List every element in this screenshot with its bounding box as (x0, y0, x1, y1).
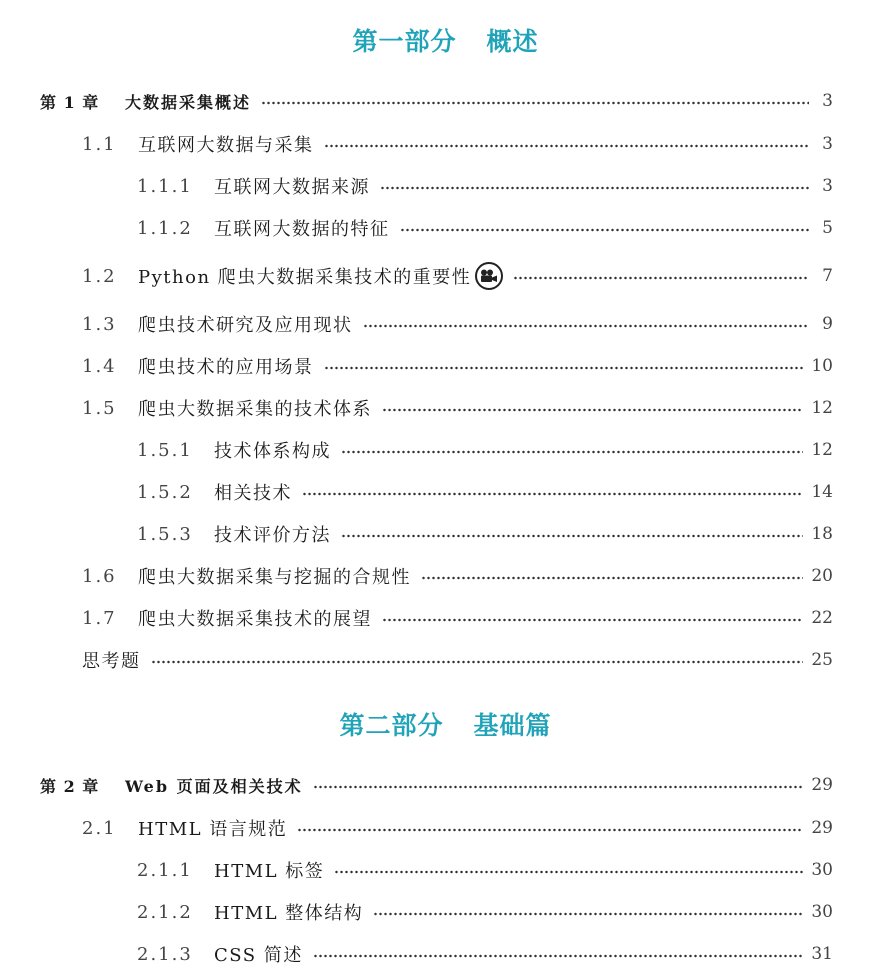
video-camera-icon[interactable] (475, 262, 503, 290)
dot-leader (313, 785, 804, 789)
subsection-title: HTML 标签 (214, 861, 325, 882)
part-label: 第二部分 (339, 711, 444, 740)
chapter-number: 第 2 章 (40, 776, 100, 796)
part-label: 第一部分 (352, 27, 457, 56)
subsection-title: 互联网大数据来源 (214, 177, 370, 198)
dot-leader (302, 492, 803, 496)
dot-leader (324, 144, 810, 148)
dot-leader (382, 618, 803, 622)
page-number: 5 (822, 218, 833, 238)
toc-section-1-2[interactable] (82, 264, 833, 288)
page-number: 18 (811, 524, 833, 544)
toc-section-2-1[interactable] (82, 816, 833, 840)
section-number: 1.6 (82, 565, 117, 587)
subsection-title: 技术体系构成 (214, 441, 331, 462)
dot-leader (380, 186, 809, 190)
page-number: 30 (811, 860, 833, 880)
page-number: 10 (811, 356, 833, 376)
dot-leader (513, 276, 809, 280)
section-title: Python 爬虫大数据采集技术的重要性 (138, 267, 472, 288)
section-title: 爬虫技术研究及应用现状 (138, 315, 353, 336)
section-title: 爬虫大数据采集的技术体系 (138, 399, 372, 420)
section-title: 爬虫大数据采集技术的展望 (138, 609, 372, 630)
subsection-title: 相关技术 (214, 483, 292, 504)
subsection-number: 1.1.2 (137, 217, 193, 239)
dot-leader (334, 870, 803, 874)
section-title: 互联网大数据与采集 (138, 135, 314, 156)
section-number: 2.1 (82, 817, 117, 839)
toc-subsection-2-1-1[interactable] (137, 858, 833, 882)
dot-leader (324, 366, 804, 370)
toc-section-1-4[interactable] (82, 354, 833, 378)
part-one-heading (0, 22, 891, 58)
subsection-number: 1.5.3 (137, 523, 193, 545)
dot-leader (341, 534, 803, 538)
section-title: 爬虫技术的应用场景 (138, 357, 314, 378)
page-number: 12 (811, 440, 833, 460)
dot-leader (363, 324, 810, 328)
toc-subsection-1-5-1[interactable] (137, 438, 833, 462)
dot-leader (261, 101, 809, 105)
page-number: 20 (811, 566, 833, 586)
section-number: 1.5 (82, 397, 117, 419)
section-title: 思考题 (82, 651, 141, 672)
toc-section-1-5[interactable] (82, 396, 833, 420)
toc-exercises[interactable] (82, 648, 833, 672)
toc-section-1-3[interactable] (82, 312, 833, 336)
part-two-heading (0, 706, 891, 742)
toc-subsection-1-1-2[interactable] (137, 216, 833, 240)
toc-section-1-1[interactable] (82, 132, 833, 156)
subsection-number: 2.1.1 (137, 859, 193, 881)
toc-section-1-6[interactable] (82, 564, 833, 588)
page-number: 3 (822, 176, 833, 196)
page-number: 7 (822, 266, 833, 286)
dot-leader (313, 954, 804, 958)
subsection-title: HTML 整体结构 (214, 903, 364, 924)
subsection-number: 2.1.2 (137, 901, 193, 923)
page-number: 29 (811, 818, 833, 838)
chapter-number: 第 1 章 (40, 92, 100, 112)
page-number: 9 (822, 314, 833, 334)
part-name: 基础篇 (473, 711, 552, 740)
chapter-title: 大数据采集概述 (125, 92, 252, 112)
page-number: 30 (811, 902, 833, 922)
page-number: 12 (811, 398, 833, 418)
dot-leader (382, 408, 803, 412)
page-number: 31 (811, 944, 833, 964)
section-number: 1.2 (82, 265, 117, 287)
dot-leader (341, 450, 803, 454)
subsection-title: CSS 简述 (214, 945, 303, 966)
subsection-title: 互联网大数据的特征 (214, 219, 390, 240)
section-number: 1.7 (82, 607, 117, 629)
toc-subsection-2-1-2[interactable] (137, 900, 833, 924)
subsection-number: 1.1.1 (137, 175, 193, 197)
subsection-number: 1.5.1 (137, 439, 193, 461)
dot-leader (297, 828, 803, 832)
toc-chapter-1[interactable] (40, 89, 833, 113)
dot-leader (373, 912, 803, 916)
section-number: 1.3 (82, 313, 117, 335)
toc-subsection-1-5-3[interactable] (137, 522, 833, 546)
page-number: 3 (822, 91, 833, 111)
toc-subsection-1-5-2[interactable] (137, 480, 833, 504)
subsection-title: 技术评价方法 (214, 525, 331, 546)
page-number: 29 (811, 775, 833, 795)
subsection-number: 2.1.3 (137, 943, 193, 965)
subsection-number: 1.5.2 (137, 481, 193, 503)
toc-section-1-7[interactable] (82, 606, 833, 630)
toc-chapter-2[interactable] (40, 773, 833, 797)
section-number: 1.1 (82, 133, 117, 155)
toc-subsection-1-1-1[interactable] (137, 174, 833, 198)
toc-subsection-2-1-3[interactable] (137, 942, 833, 966)
page-number: 3 (822, 134, 833, 154)
page-number: 22 (811, 608, 833, 628)
page-number: 25 (811, 650, 833, 670)
dot-leader (400, 228, 810, 232)
page-number: 14 (811, 482, 833, 502)
section-title: 爬虫大数据采集与挖掘的合规性 (138, 567, 411, 588)
section-title: HTML 语言规范 (138, 819, 288, 840)
dot-leader (151, 660, 804, 664)
part-name: 概述 (486, 27, 539, 56)
chapter-title: Web 页面及相关技术 (125, 776, 303, 796)
dot-leader (421, 576, 803, 580)
section-number: 1.4 (82, 355, 117, 377)
